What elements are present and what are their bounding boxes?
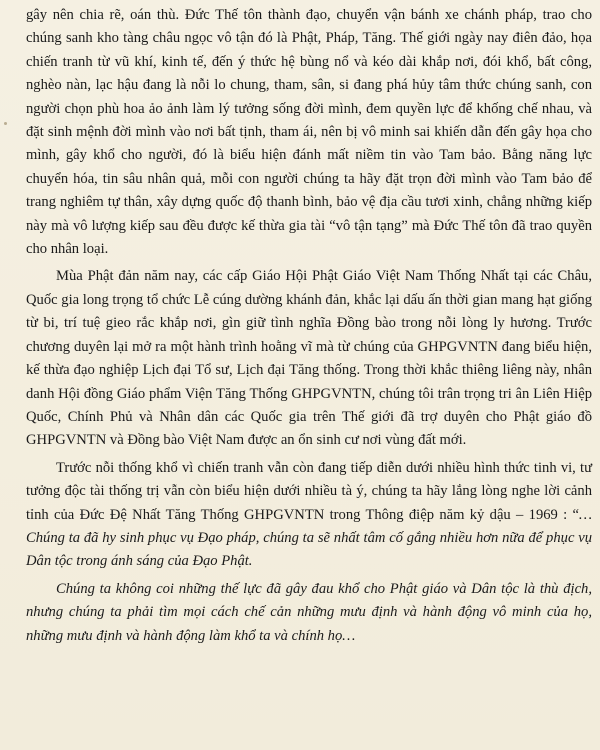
paragraph-2: Mùa Phật đản năm nay, các cấp Giáo Hội Phật Giáo Việt Nam Thống Nhất tại các Châu, Quốc gia long trọng tổ chức Lễ cúng dường khánh đản, khắc lại dấu ấn thời gian mang hạt giống từ bi, trí tuệ gieo rắc khắp nơi, gìn giữ tình nghĩa Đồng bào trong nỗi lòng ly hương. Trước chương duyên lại mở ra một hành trình hoằng vĩ mà từ chúng của GHPGVNTN đang biểu hiện, kế thừa đạo nghiệp Lịch đại Tổ sư, Lịch đại Tăng thống. Trong thời khắc thiêng liêng này, nhân danh Hội đồng Giáo phẩm Viện Tăng Thống GHPGVNTN, chúng tôi trân trọng tri ân Liên Hiệp Quốc, Chính Phủ và Nhân dân các Quốc gia trên Thế giới đã trợ duyên cho Phật giáo đồ GHPGVNTN và Đồng bào Việt Nam được an ổn sinh cư nơi vùng đất mới. (26, 268, 592, 449)
quote-text: …Chúng ta đã hy sinh phục vụ Đạo pháp, chúng ta sẽ nhất tâm cố gắng nhiều hơn nữa để phục vụ Dân tộc trong ánh sáng của Đạo Phật. (26, 506, 592, 570)
paper-speck (4, 122, 7, 125)
paragraph-1: gây nên chia rẽ, oán thù. Đức Thế tôn thành đạo, chuyển vận bánh xe chánh pháp, trao cho chúng sanh kho tàng châu ngọc vô tận đó là Phật, Pháp, Tăng. Thế giới ngày nay điên đảo, họa chiến tranh từ vũ khí, kinh tế, đến ý thức hệ bùng nổ và kéo dài khắp nơi, đói khổ, bất công, nghèo nàn, lạc hậu đang là nỗi lo chung, tham, sân, si đang phá hủy tâm thức chúng sanh, con người chọn phù hoa ảo ảnh làm lý tưởng sống đời mình, đem quyền lực để khống chế nhau, và đặt sinh mệnh đời mình vào nơi bất tịnh, tham ái, nên bị vô minh sai khiến dẫn đến gây họa cho mình, gây khổ cho người, đó là biểu hiện đánh mất niềm tin vào Tam bảo. Bằng năng lực chuyển hóa, tin sâu nhân quả, mỗi con người chúng ta hãy đặt trọn đời mình vào Tam bảo để trang nghiêm tự thân, xây dựng quốc độ thanh bình, bảo vệ địa cầu tươi xinh, chẳng những kiếp này mà vô lượng kiếp sau đều được kế thừa gia tài “vô tận tạng” mà Đức Thế tôn đã trao quyền cho nhân loại. (26, 7, 592, 258)
paragraph-4: Chúng ta không coi những thế lực đã gây đau khổ cho Phật giáo và Dân tộc là thù địch, nhưng chúng ta phải tìm mọi cách chế cản những mưu định và hành động vô minh của họ, những mưu định và hành động làm khổ ta và chính họ… (26, 580, 592, 644)
paragraph-3 (26, 457, 592, 574)
paragraph-3-text: Trước nỗi thống khổ vì chiến tranh vẫn còn đang tiếp diễn dưới nhiều hình thức tinh vi, tư tưởng độc tài thống trị vẫn còn biểu hiện dưới nhiều tà ý, chúng ta hãy lắng lòng nghe lời cảnh tỉnh của Đức Đệ Nhất Tăng Thống GHPGVNTN trong Thông điệp năm kỷ dậu – 1969 : “ (26, 459, 592, 523)
